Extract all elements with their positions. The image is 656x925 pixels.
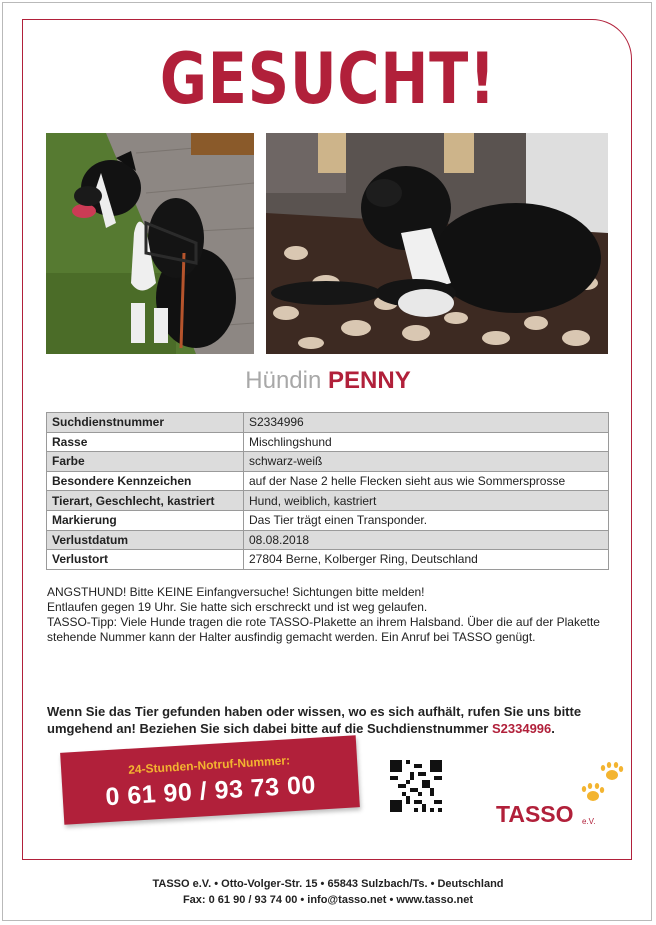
- dog-photo-sitting: [46, 133, 254, 354]
- pet-heading: [0, 367, 656, 395]
- detail-label: Verlustort: [47, 550, 244, 570]
- detail-value: S2334996: [244, 413, 609, 433]
- tasso-suffix: e.V.: [582, 817, 596, 826]
- hotline-label: 24-Stunden-Notruf-Nummer:: [127, 753, 291, 777]
- table-row: [47, 510, 609, 530]
- search-number: S2334996: [491, 721, 552, 736]
- table-row: [47, 471, 609, 491]
- detail-value: Das Tier trägt einen Transponder.: [244, 510, 609, 530]
- footer-contact[interactable]: Fax: 0 61 90 / 93 74 00 • info@tasso.net • www.tasso.net: [182, 894, 474, 906]
- table-row: [47, 452, 609, 472]
- footer: [0, 876, 656, 908]
- callout-line: Wenn Sie das Tier gefunden haben oder wissen, wo es sich aufhält, rufen Sie uns bitte: [47, 704, 582, 719]
- pet-species: Hündin: [245, 367, 322, 394]
- callout-text: umgehend an! Beziehen Sie sich dabei bitte auf die Suchdienstnummer: [47, 721, 489, 736]
- table-row: [47, 550, 609, 570]
- details-table: [46, 412, 609, 570]
- detail-label: Verlustdatum: [47, 530, 244, 550]
- notes-block: [47, 585, 612, 645]
- callout-line: [47, 720, 617, 737]
- detail-value: auf der Nase 2 helle Flecken sieht aus wie Sommersprosse: [244, 471, 609, 491]
- paw-icon: [582, 762, 623, 801]
- detail-value: schwarz-weiß: [244, 452, 609, 472]
- hotline-number[interactable]: 0 61 90 / 93 73 00: [104, 770, 317, 812]
- tasso-brand: TASSO: [496, 801, 574, 827]
- table-row: [47, 432, 609, 452]
- detail-label: Besondere Kennzeichen: [47, 471, 244, 491]
- contact-callout: [47, 703, 617, 737]
- dog-photo-lying: [266, 133, 608, 354]
- page-title: GESUCHT!: [159, 38, 497, 120]
- note-line: Entlaufen gegen 19 Uhr. Sie hatte sich erschreckt und ist weg gelaufen.: [47, 600, 428, 614]
- table-row: [47, 530, 609, 550]
- detail-value: 08.08.2018: [244, 530, 609, 550]
- note-line: ANGSTHUND! Bitte KEINE Einfangversuche! Sichtungen bitte melden!: [47, 585, 425, 599]
- detail-label: Suchdienstnummer: [47, 413, 244, 433]
- detail-label: Rasse: [47, 432, 244, 452]
- note-line: stehende Nummer kann der Halter ausfindig gemacht werden. Ein Anruf bei TASSO genügt.: [47, 630, 536, 644]
- detail-label: Tierart, Geschlecht, kastriert: [47, 491, 244, 511]
- table-row: [47, 491, 609, 511]
- footer-address: TASSO e.V. • Otto-Volger-Str. 15 • 65843 Sulzbach/Ts. • Deutschland: [152, 878, 504, 890]
- note-line: TASSO-Tipp: Viele Hunde tragen die rote TASSO-Plakette an ihrem Halsband. Über die auf der Plakette: [47, 615, 600, 629]
- detail-label: Markierung: [47, 510, 244, 530]
- pet-name: PENNY: [328, 367, 411, 394]
- detail-value: Mischlingshund: [244, 432, 609, 452]
- table-row: [47, 413, 609, 433]
- tasso-logo: [488, 760, 628, 830]
- callout-period: .: [551, 721, 555, 736]
- qr-code[interactable]: [390, 760, 442, 812]
- detail-value: 27804 Berne, Kolberger Ring, Deutschland: [244, 550, 609, 570]
- detail-value: Hund, weiblich, kastriert: [244, 491, 609, 511]
- detail-label: Farbe: [47, 452, 244, 472]
